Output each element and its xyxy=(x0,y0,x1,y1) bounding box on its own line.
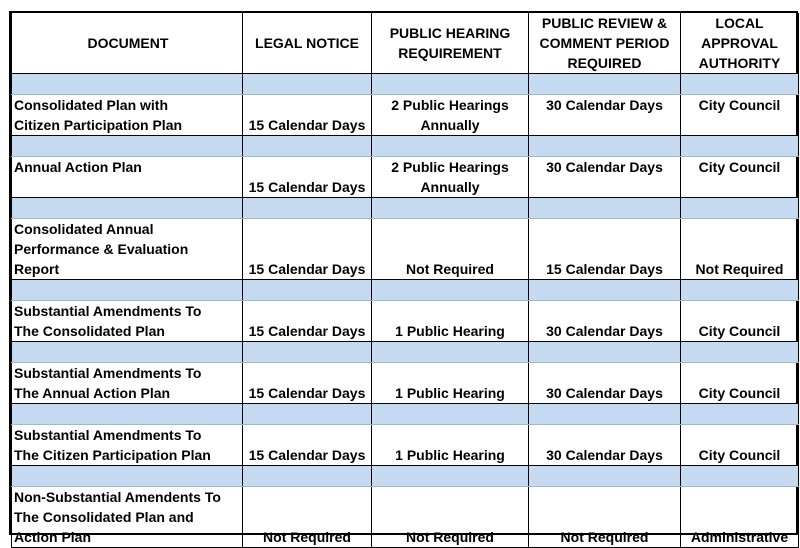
separator-row xyxy=(12,198,799,219)
separator-row xyxy=(12,404,799,425)
cell-public-review[interactable] xyxy=(529,363,681,404)
cell-text xyxy=(529,507,680,527)
requirements-table xyxy=(11,13,799,548)
cell-text xyxy=(372,487,528,507)
table-row xyxy=(12,363,799,404)
cell-text: Not Required xyxy=(263,529,351,545)
cell-approval-authority[interactable] xyxy=(681,157,799,198)
cell-legal-notice[interactable] xyxy=(243,487,372,548)
separator-row xyxy=(12,466,799,487)
separator-cell[interactable] xyxy=(372,342,529,363)
header-line: COMMENT PERIOD xyxy=(539,35,670,51)
separator-row xyxy=(12,136,799,157)
cell-text xyxy=(681,487,798,507)
cell-document[interactable] xyxy=(12,95,243,136)
cell-text: Substantial Amendments To xyxy=(14,365,202,381)
header-legal-notice[interactable] xyxy=(243,13,372,74)
cell-approval-authority[interactable] xyxy=(681,425,799,466)
separator-cell[interactable] xyxy=(12,280,243,301)
cell-text: City Council xyxy=(698,97,781,113)
header-line: LEGAL NOTICE xyxy=(255,35,359,51)
table-row xyxy=(12,95,799,136)
separator-cell[interactable] xyxy=(372,280,529,301)
cell-text xyxy=(243,95,371,115)
cell-approval-authority[interactable] xyxy=(681,487,799,548)
separator-cell[interactable] xyxy=(12,198,243,219)
cell-text: 15 Calendar Days xyxy=(248,117,366,133)
separator-cell[interactable] xyxy=(243,342,372,363)
cell-text xyxy=(529,239,680,259)
cell-legal-notice[interactable] xyxy=(243,425,372,466)
cell-document[interactable] xyxy=(12,487,243,548)
cell-document[interactable] xyxy=(12,157,243,198)
separator-row xyxy=(12,280,799,301)
table-row xyxy=(12,487,799,548)
cell-text: Action Plan xyxy=(14,529,92,545)
cell-text: 15 Calendar Days xyxy=(248,261,366,277)
table-body xyxy=(12,13,799,548)
cell-text: Not Required xyxy=(406,261,494,277)
header-line: LOCAL xyxy=(715,15,764,31)
cell-text xyxy=(372,301,528,321)
cell-text xyxy=(372,239,528,259)
separator-cell[interactable] xyxy=(681,280,799,301)
cell-text: Annual Action Plan xyxy=(14,159,142,175)
header-line: AUTHORITY xyxy=(698,55,781,71)
cell-approval-authority[interactable] xyxy=(681,363,799,404)
cell-text xyxy=(529,425,680,445)
cell-text xyxy=(529,219,680,239)
cell-text: 1 Public Hearing xyxy=(395,323,505,339)
separator-cell[interactable] xyxy=(529,136,681,157)
separator-cell[interactable] xyxy=(681,74,799,95)
table-row xyxy=(12,301,799,342)
cell-approval-authority[interactable] xyxy=(681,219,799,280)
separator-cell[interactable] xyxy=(529,466,681,487)
separator-cell[interactable] xyxy=(12,466,243,487)
cell-text xyxy=(243,363,371,383)
cell-text xyxy=(529,115,680,135)
separator-cell[interactable] xyxy=(529,280,681,301)
cell-text: 2 Public Hearings xyxy=(391,159,509,175)
cell-text xyxy=(243,219,371,239)
cell-public-review[interactable] xyxy=(529,219,681,280)
cell-text xyxy=(529,301,680,321)
table-row xyxy=(12,219,799,280)
cell-public-review[interactable] xyxy=(529,157,681,198)
cell-text: 2 Public Hearings xyxy=(391,97,509,113)
header-line: APPROVAL xyxy=(701,35,778,51)
separator-cell[interactable] xyxy=(681,404,799,425)
cell-text: 1 Public Hearing xyxy=(395,385,505,401)
cell-legal-notice[interactable] xyxy=(243,301,372,342)
cell-text xyxy=(529,177,680,197)
cell-document[interactable] xyxy=(12,425,243,466)
cell-text: 15 Calendar Days xyxy=(248,179,366,195)
cell-text: 30 Calendar Days xyxy=(546,159,663,175)
separator-cell[interactable] xyxy=(372,74,529,95)
cell-public-hearing[interactable] xyxy=(372,95,529,136)
cell-text xyxy=(529,363,680,383)
cell-text xyxy=(372,219,528,239)
separator-cell[interactable] xyxy=(372,466,529,487)
cell-document[interactable] xyxy=(12,219,243,280)
cell-text: 30 Calendar Days xyxy=(546,385,663,401)
separator-cell[interactable] xyxy=(243,280,372,301)
cell-text: Consolidated Annual xyxy=(14,221,154,237)
cell-text xyxy=(681,219,798,239)
cell-text xyxy=(529,487,680,507)
separator-cell[interactable] xyxy=(12,342,243,363)
cell-text xyxy=(243,239,371,259)
cell-approval-authority[interactable] xyxy=(681,301,799,342)
separator-cell[interactable] xyxy=(529,74,681,95)
header-document[interactable] xyxy=(12,13,243,74)
cell-text: Non-Substantial Amendents To xyxy=(14,489,221,505)
separator-cell[interactable] xyxy=(12,136,243,157)
cell-text xyxy=(243,157,371,177)
cell-text: City Council xyxy=(698,447,781,463)
separator-cell[interactable] xyxy=(243,74,372,95)
cell-text xyxy=(243,301,371,321)
cell-public-hearing[interactable] xyxy=(372,363,529,404)
cell-text xyxy=(372,425,528,445)
cell-text: Annually xyxy=(420,117,480,133)
cell-text xyxy=(243,487,371,507)
table-row xyxy=(12,157,799,198)
cell-public-hearing[interactable] xyxy=(372,157,529,198)
cell-text: The Citizen Participation Plan xyxy=(14,447,211,463)
separator-cell[interactable] xyxy=(372,136,529,157)
cell-text: City Council xyxy=(698,385,781,401)
separator-row xyxy=(12,342,799,363)
cell-text: The Consolidated Plan xyxy=(14,323,165,339)
separator-cell[interactable] xyxy=(529,198,681,219)
cell-text xyxy=(681,239,798,259)
cell-text: 15 Calendar Days xyxy=(248,447,366,463)
cell-legal-notice[interactable] xyxy=(243,219,372,280)
cell-public-review[interactable] xyxy=(529,95,681,136)
separator-cell[interactable] xyxy=(243,136,372,157)
cell-text: 30 Calendar Days xyxy=(546,323,663,339)
cell-text: Consolidated Plan with xyxy=(14,97,169,113)
separator-row xyxy=(12,74,799,95)
cell-text: 15 Calendar Days xyxy=(546,261,663,277)
separator-cell[interactable] xyxy=(243,466,372,487)
cell-text: Performance & Evaluation xyxy=(14,241,189,257)
cell-public-hearing[interactable] xyxy=(372,301,529,342)
header-row xyxy=(12,13,799,74)
cell-legal-notice[interactable] xyxy=(243,363,372,404)
cell-text xyxy=(243,507,371,527)
separator-cell[interactable] xyxy=(12,404,243,425)
cell-text: 15 Calendar Days xyxy=(248,385,366,401)
cell-text: Annually xyxy=(420,179,480,195)
cell-text xyxy=(372,507,528,527)
cell-text xyxy=(681,301,798,321)
cell-public-review[interactable] xyxy=(529,301,681,342)
cell-text: City Council xyxy=(698,159,781,175)
cell-legal-notice[interactable] xyxy=(243,95,372,136)
cell-text: 30 Calendar Days xyxy=(546,447,663,463)
separator-cell[interactable] xyxy=(372,404,529,425)
cell-text: Substantial Amendments To xyxy=(14,303,202,319)
cell-public-hearing[interactable] xyxy=(372,487,529,548)
header-line: REQUIRED xyxy=(567,55,642,71)
cell-text: The Consolidated Plan and xyxy=(14,509,194,525)
cell-text: 15 Calendar Days xyxy=(248,323,366,339)
header-line: PUBLIC REVIEW & xyxy=(541,15,668,31)
separator-cell[interactable] xyxy=(681,466,799,487)
cell-document[interactable] xyxy=(12,301,243,342)
cell-approval-authority[interactable] xyxy=(681,95,799,136)
cell-text: 30 Calendar Days xyxy=(546,97,663,113)
cell-legal-notice[interactable] xyxy=(243,157,372,198)
cell-text: 1 Public Hearing xyxy=(395,447,505,463)
cell-text: Administrative xyxy=(690,529,789,545)
header-line: REQUIREMENT xyxy=(398,45,502,61)
cell-text: City Council xyxy=(698,323,781,339)
separator-cell[interactable] xyxy=(681,136,799,157)
cell-text xyxy=(681,177,798,197)
cell-text xyxy=(243,425,371,445)
cell-text: Not Required xyxy=(695,261,784,277)
header-public-hearing[interactable] xyxy=(372,13,529,74)
header-approval-authority[interactable] xyxy=(681,13,799,74)
cell-text xyxy=(681,507,798,527)
cell-text: The Annual Action Plan xyxy=(14,385,171,401)
header-public-review[interactable] xyxy=(529,13,681,74)
separator-cell[interactable] xyxy=(681,198,799,219)
header-line: PUBLIC HEARING xyxy=(389,25,511,41)
cell-public-hearing[interactable] xyxy=(372,219,529,280)
separator-cell[interactable] xyxy=(529,342,681,363)
cell-text: Citizen Participation Plan xyxy=(14,117,183,133)
cell-text: Not Required xyxy=(406,529,494,545)
cell-text xyxy=(14,177,242,197)
header-line: DOCUMENT xyxy=(87,35,169,51)
cell-text xyxy=(681,363,798,383)
separator-cell[interactable] xyxy=(243,404,372,425)
separator-cell[interactable] xyxy=(529,404,681,425)
cell-document[interactable] xyxy=(12,363,243,404)
cell-public-review[interactable] xyxy=(529,425,681,466)
cell-text xyxy=(681,425,798,445)
separator-cell[interactable] xyxy=(243,198,372,219)
separator-cell[interactable] xyxy=(372,198,529,219)
cell-text: Not Required xyxy=(560,529,649,545)
cell-text xyxy=(372,363,528,383)
cell-text: Substantial Amendments To xyxy=(14,427,202,443)
cell-public-hearing[interactable] xyxy=(372,425,529,466)
cell-text xyxy=(681,115,798,135)
separator-cell[interactable] xyxy=(681,342,799,363)
cell-public-review[interactable] xyxy=(529,487,681,548)
cell-text: Report xyxy=(14,261,60,277)
separator-cell[interactable] xyxy=(12,74,243,95)
table-row xyxy=(12,425,799,466)
